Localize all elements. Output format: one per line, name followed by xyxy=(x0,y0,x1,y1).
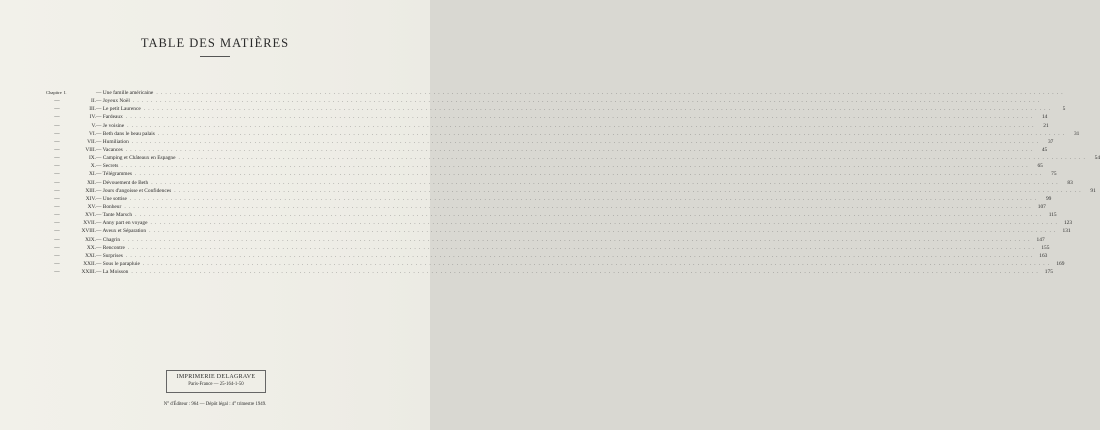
chapter-page-number: 65 xyxy=(1037,163,1043,170)
toc-row xyxy=(46,179,1073,187)
chapter-prefix: — xyxy=(54,203,60,210)
chapter-title: — Chagrin xyxy=(96,236,121,243)
chapter-prefix: Chapitre xyxy=(46,90,62,95)
chapter-title-cell xyxy=(96,195,1039,203)
toc-row xyxy=(46,219,1073,227)
chapter-number xyxy=(46,170,96,178)
chapter-prefix: — xyxy=(54,212,60,219)
chapter-title-cell xyxy=(96,268,1041,276)
dot-leader: ........................................................................................................................................................................................................ xyxy=(134,171,1045,178)
toc-row xyxy=(46,236,1045,244)
chapter-title-cell xyxy=(96,203,1034,211)
chapter-page-number: 83 xyxy=(1067,179,1073,186)
chapter-title: — Télégrammes xyxy=(96,171,132,178)
toc-row xyxy=(46,122,1049,130)
chapter-page-number: 169 xyxy=(1056,260,1065,267)
chapter-title-cell xyxy=(96,244,1037,252)
chapter-title: — Je voisine xyxy=(96,122,125,129)
chapter-title-cell xyxy=(96,89,1066,97)
dot-leader: ........................................................................................................................................................................................................ xyxy=(156,90,1066,96)
chapter-prefix: — xyxy=(54,228,60,235)
toc-row xyxy=(46,89,1066,97)
chapter-title-cell xyxy=(96,146,1035,154)
dot-leader: ........................................................................................................................................................................................................ xyxy=(135,212,1045,219)
chapter-prefix: — xyxy=(54,114,60,121)
chapter-numeral: X. xyxy=(90,163,96,170)
table-of-contents xyxy=(46,89,1100,276)
chapter-number xyxy=(46,268,96,276)
toc-row xyxy=(46,268,1053,276)
chapter-title: — Bonheur xyxy=(96,203,122,210)
chapter-number xyxy=(46,195,96,203)
chapter-title-cell xyxy=(96,252,1035,260)
dot-leader: ........................................................................................................................................................................................................ xyxy=(124,203,1034,210)
chapter-numeral: V. xyxy=(91,122,96,129)
chapter-numeral: VII. xyxy=(87,138,96,145)
printer-place: Paris-France — 25-164-1-50 xyxy=(188,382,244,387)
chapter-numeral: XXIII. xyxy=(81,269,96,276)
chapter-prefix: — xyxy=(54,260,60,267)
chapter-number xyxy=(46,187,96,195)
toc-row xyxy=(46,97,1043,105)
chapter-title: — Humiliation xyxy=(96,138,129,145)
chapter-number xyxy=(46,154,96,162)
toc-row xyxy=(46,211,1057,219)
chapter-title: — Anny part en voyage xyxy=(96,220,148,227)
printer-name: IMPRIMERIE DELAGRAVE xyxy=(176,374,256,380)
chapter-number xyxy=(46,162,96,170)
dot-leader: ........................................................................................................................................................................................................ xyxy=(143,106,1054,113)
chapter-title-cell xyxy=(96,179,1061,187)
chapter-title-cell xyxy=(96,122,1037,130)
dot-leader: ........................................................................................................................................................................................................ xyxy=(129,195,1040,202)
chapter-page-number: 147 xyxy=(1036,236,1045,243)
chapter-title-cell xyxy=(96,170,1045,178)
chapter-prefix: — xyxy=(54,244,60,251)
printer-imprint-box xyxy=(166,370,266,393)
toc-row xyxy=(46,138,1054,146)
chapter-numeral: I. xyxy=(63,90,67,95)
chapter-page-number: 14 xyxy=(1041,114,1048,121)
chapter-number xyxy=(46,236,96,244)
chapter-number xyxy=(46,244,96,252)
chapter-prefix: — xyxy=(54,187,60,194)
chapter-page-number: 54 xyxy=(1094,155,1100,162)
toc-row xyxy=(46,105,1066,113)
toc-row xyxy=(46,227,1071,235)
dot-leader: ........................................................................................................................................................................................................ xyxy=(142,260,1053,267)
chapter-prefix: — xyxy=(54,195,60,202)
chapter-title: — Surprises xyxy=(96,252,123,259)
chapter-numeral: XIX. xyxy=(85,236,96,243)
chapter-title: — Une sottise xyxy=(96,195,127,202)
chapter-numeral: IV. xyxy=(89,114,96,121)
chapter-numeral: II. xyxy=(91,98,96,105)
chapter-numeral: VI. xyxy=(88,130,96,137)
chapter-number xyxy=(46,97,96,105)
chapter-number xyxy=(46,219,96,227)
chapter-number xyxy=(46,211,96,219)
chapter-numeral: XXI. xyxy=(85,252,96,259)
chapter-title: — Sous le parapluie xyxy=(96,260,140,267)
chapter-prefix: — xyxy=(54,252,60,259)
chapter-title-cell xyxy=(96,219,1060,227)
dot-leader: ........................................................................................................................................................................................................ xyxy=(157,130,1068,137)
dot-leader: ........................................................................................................................................................................................................ xyxy=(121,163,1031,170)
chapter-number xyxy=(46,260,96,268)
chapter-title-cell xyxy=(96,113,1035,121)
chapter-prefix: — xyxy=(54,146,60,153)
chapter-numeral: XV. xyxy=(87,203,96,210)
chapter-prefix: — xyxy=(54,122,60,129)
chapter-numeral: III. xyxy=(89,106,96,113)
chapter-prefix: — xyxy=(54,130,60,137)
chapter-numeral: XVIII. xyxy=(81,228,96,235)
chapter-title-cell xyxy=(96,260,1052,268)
toc-row xyxy=(46,154,1100,162)
chapter-number xyxy=(46,252,96,260)
dot-leader: ........................................................................................................................................................................................................ xyxy=(127,244,1038,251)
chapter-page-number: 75 xyxy=(1051,171,1057,178)
chapter-prefix: — xyxy=(54,106,60,113)
chapter-number xyxy=(46,179,96,187)
chapter-title-cell xyxy=(96,162,1031,170)
chapter-title-cell xyxy=(96,236,1033,244)
toc-row xyxy=(46,170,1057,178)
page-title: TABLE DES MATIÈRES xyxy=(140,36,290,50)
chapter-title: — Vacances xyxy=(96,146,123,153)
chapter-title-cell xyxy=(96,105,1053,113)
toc-row xyxy=(46,260,1065,268)
chapter-number xyxy=(46,122,96,130)
chapter-title: — Rencontre xyxy=(96,244,125,251)
chapter-numeral: IX. xyxy=(88,155,96,162)
toc-row xyxy=(46,130,1080,138)
chapter-page-number: 5 xyxy=(1062,106,1066,113)
chapter-title: — Fardeaux xyxy=(96,114,123,121)
chapter-numeral: XIII. xyxy=(85,187,96,194)
chapter-page-number: 155 xyxy=(1041,244,1050,251)
chapter-title-cell xyxy=(96,187,1084,195)
toc-row xyxy=(46,244,1050,252)
chapter-page-number: 37 xyxy=(1047,138,1054,145)
dot-leader: ........................................................................................................................................................................................................ xyxy=(131,138,1042,145)
chapter-number xyxy=(46,146,96,154)
chapter-title: — Une famille américaine xyxy=(96,90,154,96)
toc-row xyxy=(46,252,1048,260)
chapter-number xyxy=(46,89,96,97)
dot-leader: ........................................................................................................................................................................................................ xyxy=(174,187,1084,194)
chapter-title-cell xyxy=(96,97,1042,105)
chapter-title: — Jours d'angoisse et Confidences xyxy=(96,187,172,194)
chapter-number xyxy=(46,130,96,138)
chapter-number xyxy=(46,227,96,235)
chapter-numeral: XII. xyxy=(87,179,96,186)
dot-leader: ........................................................................................................................................................................................................ xyxy=(151,179,1061,186)
toc-row xyxy=(46,113,1048,121)
chapter-numeral: XX. xyxy=(86,244,96,251)
dot-leader: ........................................................................................................................................................................................................ xyxy=(125,146,1036,153)
dot-leader: ........................................................................................................................................................................................................ xyxy=(178,155,1089,162)
dot-leader: ........................................................................................................................................................................................................ xyxy=(150,220,1061,227)
chapter-title-cell xyxy=(96,138,1041,146)
chapter-number xyxy=(46,105,96,113)
toc-row xyxy=(46,203,1046,211)
chapter-title: — Camping et Châteaux en Espagne xyxy=(96,155,176,162)
chapter-numeral: XI. xyxy=(88,171,96,178)
chapter-title-cell xyxy=(96,130,1067,138)
title-underline xyxy=(200,56,230,57)
chapter-page-number: 45 xyxy=(1041,146,1048,153)
edition-note: N° d'Éditeur : 964 — Dépôt légal : 4° trimestre 1949. xyxy=(163,402,267,407)
chapter-number xyxy=(46,138,96,146)
chapter-prefix: — xyxy=(54,155,60,162)
chapter-title: — Secrets xyxy=(96,163,119,170)
chapter-prefix: — xyxy=(54,98,60,105)
chapter-title: — Le petit Laurence xyxy=(96,106,141,113)
chapter-numeral: VIII. xyxy=(85,146,96,153)
chapter-title-cell xyxy=(96,154,1088,162)
chapter-page-number: 123 xyxy=(1063,220,1073,227)
chapter-numeral: XVII. xyxy=(83,220,96,227)
chapter-page-number: 21 xyxy=(1043,122,1049,129)
chapter-prefix: — xyxy=(54,269,60,276)
chapter-title: — Dévouement de Beth xyxy=(96,179,149,186)
chapter-title: — Aveux et Séparation xyxy=(96,228,147,235)
chapter-page-number: 131 xyxy=(1062,228,1071,235)
chapter-page-number: 91 xyxy=(1090,187,1096,194)
chapter-page-number: 107 xyxy=(1037,203,1046,210)
chapter-prefix: — xyxy=(54,220,60,227)
chapter-title: — Beth dans le beau palais xyxy=(96,130,155,137)
chapter-prefix: — xyxy=(54,163,60,170)
chapter-prefix: — xyxy=(54,171,60,178)
dot-leader: ........................................................................................................................................................................................................ xyxy=(125,252,1036,259)
chapter-prefix: — xyxy=(54,179,60,186)
dot-leader: ........................................................................................................................................................................................................ xyxy=(132,98,1043,105)
dot-leader: ........................................................................................................................................................................................................ xyxy=(149,228,1059,235)
dot-leader: ........................................................................................................................................................................................................ xyxy=(127,122,1037,129)
dot-leader: ........................................................................................................................................................................................................ xyxy=(125,114,1036,121)
chapter-page-number: 99 xyxy=(1045,195,1052,202)
chapter-prefix: — xyxy=(54,138,60,145)
chapter-page-number: 115 xyxy=(1048,212,1057,219)
chapter-title-cell xyxy=(96,211,1045,219)
chapter-number xyxy=(46,203,96,211)
chapter-page-number: 175 xyxy=(1044,269,1053,276)
chapter-title-cell xyxy=(96,227,1059,235)
chapter-number xyxy=(46,113,96,121)
chapter-title: — Joyeux Noël xyxy=(96,98,130,105)
chapter-numeral: XXII. xyxy=(83,260,96,267)
toc-row xyxy=(46,162,1043,170)
toc-row xyxy=(46,195,1052,203)
chapter-page-number: 31 xyxy=(1073,130,1080,137)
dot-leader: ........................................................................................................................................................................................................ xyxy=(131,269,1041,276)
chapter-page-number: 163 xyxy=(1039,252,1048,259)
toc-row xyxy=(46,187,1096,195)
chapter-numeral: XVI. xyxy=(85,212,96,219)
chapter-prefix: — xyxy=(54,236,60,243)
chapter-title: — Tante Marsch xyxy=(96,212,133,219)
chapter-title: — La Moisson xyxy=(96,269,129,276)
chapter-numeral: XIV. xyxy=(85,195,96,202)
toc-row xyxy=(46,146,1048,154)
dot-leader: ........................................................................................................................................................................................................ xyxy=(123,236,1033,243)
